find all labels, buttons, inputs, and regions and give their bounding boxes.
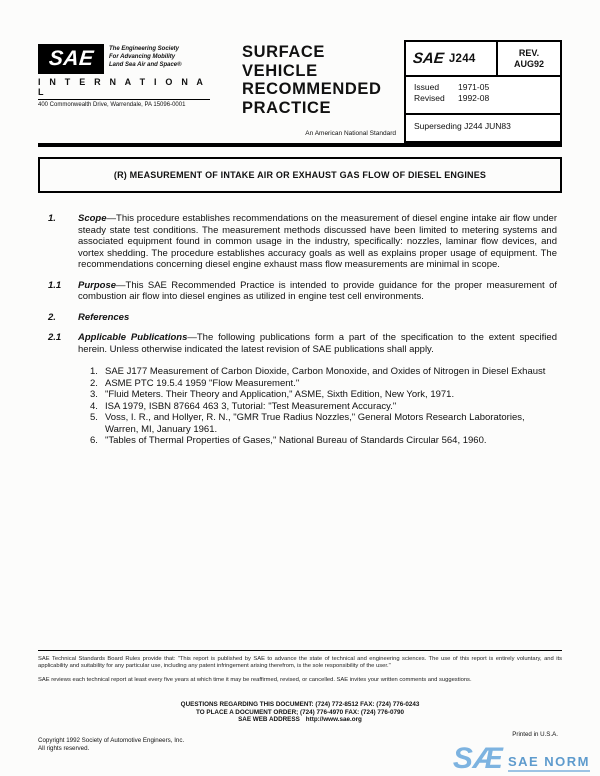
footer-divider: [38, 650, 562, 651]
revised-row: [414, 93, 560, 104]
sae-norm-logo-icon: SÆ: [452, 742, 503, 775]
reference-number: 5.: [90, 412, 98, 423]
section-2-references: [48, 312, 557, 324]
meta-top-row: [406, 42, 560, 77]
letterhead-address: 400 Commonwealth Drive, Warrendale, PA 15096-0001: [38, 102, 186, 108]
revised-label: Revised: [414, 93, 445, 103]
sae-logo-icon: [38, 44, 104, 74]
document-type-block: [216, 40, 404, 143]
letterhead-tagline: [104, 44, 182, 74]
web-line: [38, 716, 562, 724]
document-meta-table: [404, 40, 562, 143]
reference-number: 1.: [90, 366, 98, 377]
document-number-cell: [406, 42, 498, 75]
doc-type-line-1: SURFACE: [242, 43, 326, 61]
issued-value: 1971-05: [458, 82, 490, 92]
reference-item-1: [90, 366, 557, 378]
section-1-scope: [48, 213, 557, 271]
tagline-line-1: The Engineering Society: [109, 46, 180, 52]
section-1-1-purpose: [48, 280, 557, 303]
reference-text: "Tables of Thermal Properties of Gases," National Bureau of Standards Circular 564, 1960.: [105, 435, 487, 446]
doc-type-line-3: RECOMMENDED: [242, 80, 382, 98]
letterhead-logo-row: [38, 44, 216, 74]
order-line: TO PLACE A DOCUMENT ORDER; (724) 776-4970 FAX: (724) 776-0790: [196, 708, 404, 716]
superseding-note: Superseding J244 JUN83: [414, 121, 511, 131]
copyright-line: Copyright 1992 Society of Automotive Engineers, Inc.: [38, 737, 185, 744]
section-term: Applicable Publications: [78, 332, 188, 343]
section-term: Purpose: [78, 279, 117, 291]
sae-logo-text: SAE: [47, 47, 95, 70]
section-paragraph: [78, 332, 557, 355]
section-term: References: [78, 311, 130, 323]
sae-letterhead: [38, 40, 216, 143]
document-body: [48, 213, 557, 447]
reference-item-2: [90, 378, 557, 390]
section-2-1-applicable-publications: [48, 332, 557, 355]
reference-item-5: [90, 412, 557, 435]
reference-text: "Fluid Meters. Their Theory and Application," ASME, Sixth Edition, New York, 1971.: [105, 389, 455, 400]
reference-number: 2.: [90, 377, 98, 389]
section-text: —The following publications form a part of the specification to the extent specified herein. Unless otherwise indicated the latest revision of SAE publications shall apply.: [78, 332, 557, 355]
tagline-line-2: For Advancing Mobility: [109, 54, 176, 60]
reference-number: 4.: [90, 400, 98, 412]
issued-row: [414, 82, 560, 93]
section-text: —This procedure establishes recommendations on the measurement of diesel engine intake air flow under steady state test conditions. The measurement methods discussed have been limited to metering systems and associated equipment found in common usage in the industry, specifically: nozzles, laminar flow devices, and vortex shedding. The procedure establishes accuracy goals as well as explains proper usage of equipment. The recommendations concerning diesel engine exhaust mass flow measurements are minimal in scope.: [78, 213, 557, 270]
meta-sae-brand: SAE: [412, 50, 445, 67]
doc-type-line-4: PRACTICE: [242, 98, 332, 117]
reference-item-6: [90, 435, 557, 447]
printed-note: Printed in U.S.A.: [512, 731, 558, 738]
sae-web-url: http://www.sae.org: [305, 716, 362, 724]
reference-number: 3.: [90, 389, 98, 400]
section-term: Scope: [78, 213, 107, 224]
reference-text: ASME PTC 19.5.4 1959 "Flow Measurement.": [105, 377, 300, 389]
issue-dates-cell: [406, 77, 560, 115]
header-rule: [38, 143, 562, 147]
reference-text: Voss, I. R., and Hollyer, R. N., "GMR True Radius Nozzles," General Motors Research Laboratories, Warren, MI, January 1961.: [105, 412, 525, 435]
revision-value: AUG92: [513, 58, 544, 69]
revision-label: REV.: [518, 47, 540, 58]
document-title: (R) MEASUREMENT OF INTAKE AIR OR EXHAUST GAS FLOW OF DIESEL ENGINES: [113, 170, 487, 180]
doc-type-line-2: VEHICLE: [242, 61, 318, 80]
section-number: 2.1: [48, 332, 62, 343]
section-number: 1.1: [48, 279, 62, 291]
reference-text: ISA 1979, ISBN 87664 463 3, Tutorial: "Test Measurement Accuracy.": [105, 400, 397, 412]
reference-list: [48, 366, 557, 447]
sae-norm-watermark: [452, 742, 590, 775]
reference-number: 6.: [90, 435, 98, 446]
web-address-label: SAE WEB ADDRESS: [238, 716, 300, 724]
copyright-block: [38, 737, 184, 753]
contact-block: [38, 701, 562, 724]
document-type-title: [242, 43, 404, 117]
document-header: [38, 40, 562, 143]
document-number: J244: [448, 52, 476, 65]
reference-item-3: [90, 389, 557, 401]
issued-label: Issued: [414, 82, 440, 92]
section-number: 1.: [48, 213, 56, 224]
section-number: 2.: [48, 311, 56, 323]
document-title-box: [38, 157, 562, 193]
reference-text: SAE J177 Measurement of Carbon Dioxide, Carbon Monoxide, and Oxides of Nitrogen in Diesel Exhaust: [105, 366, 546, 377]
section-paragraph: [78, 312, 557, 324]
revised-value: 1992-08: [458, 93, 490, 103]
sae-norm-name: SAE NORM: [508, 754, 590, 772]
tagline-line-3: Land Sea Air and Space®: [109, 62, 182, 68]
reference-item-4: [90, 401, 557, 413]
review-notice: SAE reviews each technical report at least every five years at which time it may be reaffirmed, revised, or cancelled. SAE invites your written comments and suggestions.: [38, 677, 472, 683]
section-paragraph: [78, 213, 557, 271]
rights-line: All rights reserved.: [38, 745, 90, 752]
revision-cell: [498, 42, 560, 75]
technical-standards-board-notice: SAE Technical Standards Board Rules provide that: "This report is published by SAE to advance the state of technical and engineering sciences. The use of this report is entirely voluntary, and its applicability and suitability for any particular use, including any patent infringement arising therefrom, is the sole responsibility of the user.": [38, 656, 562, 670]
american-national-standard-note: An American National Standard: [305, 130, 396, 137]
section-text: —This SAE Recommended Practice is intended to provide guidance for the proper measurement of combustion air flow into diesel engines as utilized in engine test cell environments.: [78, 279, 557, 302]
questions-line: QUESTIONS REGARDING THIS DOCUMENT: (724) 772-8512 FAX: (724) 776-0243: [180, 701, 420, 708]
section-paragraph: [78, 280, 557, 303]
letterhead-international: I N T E R N A T I O N A L: [38, 77, 210, 100]
